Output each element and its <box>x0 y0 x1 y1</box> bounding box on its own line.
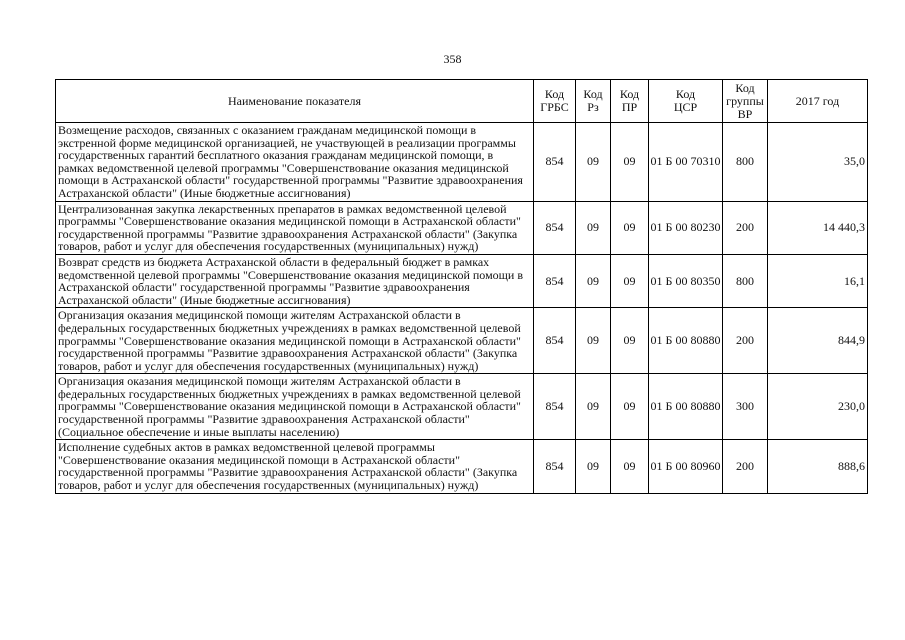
header-rz-line-1: Код <box>583 87 603 101</box>
cell-pr: 09 <box>611 440 649 493</box>
header-grbs-line-1: Код <box>544 87 565 101</box>
cell-value: 888,6 <box>768 440 868 493</box>
cell-vr: 800 <box>723 254 768 307</box>
table-row <box>56 201 868 254</box>
cell-name: Организация оказания медицинской помощи жителям Астраханской области в федеральных государственных бюджетных учреждениях в рамках ведомственной целевой программы "Совершенствование оказания медицинской помощи в Астраханской области" государственной программы "Развитие здравоохранения Астраханской области" (Закупка товаров, работ и услуг для обеспечения государственных (муниципальных) нужд) <box>56 308 534 374</box>
cell-name: Возмещение расходов, связанных с оказанием гражданам медицинской помощи в экстренной форме медицинской организацией, не участвующей в реализации программы государственных гарантий бесплатного оказания гражданам медицинской помощи, в рамках ведомственной целевой программы "Совершенствование оказания медицинской помощи в Астраханской области" государственной программы "Развитие здравоохранения Астраханской области" (Иные бюджетные ассигнования) <box>56 123 534 202</box>
cell-name: Централизованная закупка лекарственных препаратов в рамках ведомственной целевой программы "Совершенствование оказания медицинской помощи в Астраханской области" государственной программы "Развитие здравоохранения Астраханской области" (Закупка товаров, работ и услуг для обеспечения государственных (муниципальных) нужд) <box>56 201 534 254</box>
header-vr <box>723 80 768 123</box>
header-csr-line-1: Код <box>675 87 696 101</box>
table-row <box>56 254 868 307</box>
header-pr-line-2: ПР <box>621 100 638 114</box>
cell-name: Организация оказания медицинской помощи жителям Астраханской области в федеральных государственных бюджетных учреждениях в рамках ведомственной целевой программы "Совершенствование оказания медицинской помощи в Астраханской области" государственной программы "Развитие здравоохранения Астраханской области" (Социальное обеспечение и иные выплаты населению) <box>56 374 534 440</box>
page-number: 358 <box>443 52 462 66</box>
cell-rz: 09 <box>576 123 611 202</box>
cell-grbs: 854 <box>534 374 576 440</box>
header-vr-line-1: Код <box>735 80 755 95</box>
cell-value: 14 440,3 <box>768 201 868 254</box>
cell-csr: 01 Б 00 80960 <box>649 440 723 493</box>
cell-pr: 09 <box>611 308 649 374</box>
cell-csr: 01 Б 00 80880 <box>649 374 723 440</box>
cell-value: 230,0 <box>768 374 868 440</box>
header-year: 2017 год <box>768 80 868 123</box>
cell-grbs: 854 <box>534 440 576 493</box>
cell-vr: 200 <box>723 201 768 254</box>
header-name: Наименование показателя <box>56 80 534 123</box>
header-vr-line-3: ВР <box>737 106 753 121</box>
header-rz-line-2: Рз <box>587 100 599 114</box>
cell-rz: 09 <box>576 308 611 374</box>
budget-table <box>55 79 868 494</box>
cell-value: 844,9 <box>768 308 868 374</box>
cell-rz: 09 <box>576 254 611 307</box>
cell-rz: 09 <box>576 201 611 254</box>
header-pr-line-1: Код <box>619 87 640 101</box>
cell-rz: 09 <box>576 440 611 493</box>
cell-name: Возврат средств из бюджета Астраханской области в федеральный бюджет в рамках ведомственной целевой программы "Совершенствование оказания медицинской помощи в Астраханской области" государственной программы "Развитие здравоохранения Астраханской области" (Иные бюджетные ассигнования) <box>56 254 534 307</box>
table-row <box>56 308 868 374</box>
cell-value: 35,0 <box>768 123 868 202</box>
cell-name: Исполнение судебных актов в рамках ведомственной целевой программы "Совершенствование оказания медицинской помощи в Астраханской области" государственной программы "Развитие здравоохранения Астраханской области" (Закупка товаров, работ и услуг для обеспечения государственных (муниципальных) нужд) <box>56 440 534 493</box>
header-grbs <box>534 80 576 123</box>
cell-grbs: 854 <box>534 201 576 254</box>
header-vr-line-2: группы <box>726 93 764 108</box>
table-row <box>56 440 868 493</box>
table-header-row <box>56 80 868 123</box>
cell-csr: 01 Б 00 80880 <box>649 308 723 374</box>
header-pr <box>611 80 649 123</box>
cell-rz: 09 <box>576 374 611 440</box>
header-grbs-line-2: ГРБС <box>540 100 569 114</box>
cell-vr: 800 <box>723 123 768 202</box>
cell-grbs: 854 <box>534 308 576 374</box>
table-row <box>56 374 868 440</box>
cell-csr: 01 Б 00 70310 <box>649 123 723 202</box>
cell-csr: 01 Б 00 80350 <box>649 254 723 307</box>
cell-grbs: 854 <box>534 123 576 202</box>
cell-vr: 200 <box>723 440 768 493</box>
cell-grbs: 854 <box>534 254 576 307</box>
cell-vr: 300 <box>723 374 768 440</box>
table-row <box>56 123 868 202</box>
cell-vr: 200 <box>723 308 768 374</box>
header-rz <box>576 80 611 123</box>
cell-pr: 09 <box>611 123 649 202</box>
header-csr-line-2: ЦСР <box>673 100 698 114</box>
cell-csr: 01 Б 00 80230 <box>649 201 723 254</box>
cell-pr: 09 <box>611 374 649 440</box>
cell-pr: 09 <box>611 254 649 307</box>
cell-value: 16,1 <box>768 254 868 307</box>
header-csr <box>649 80 723 123</box>
cell-pr: 09 <box>611 201 649 254</box>
